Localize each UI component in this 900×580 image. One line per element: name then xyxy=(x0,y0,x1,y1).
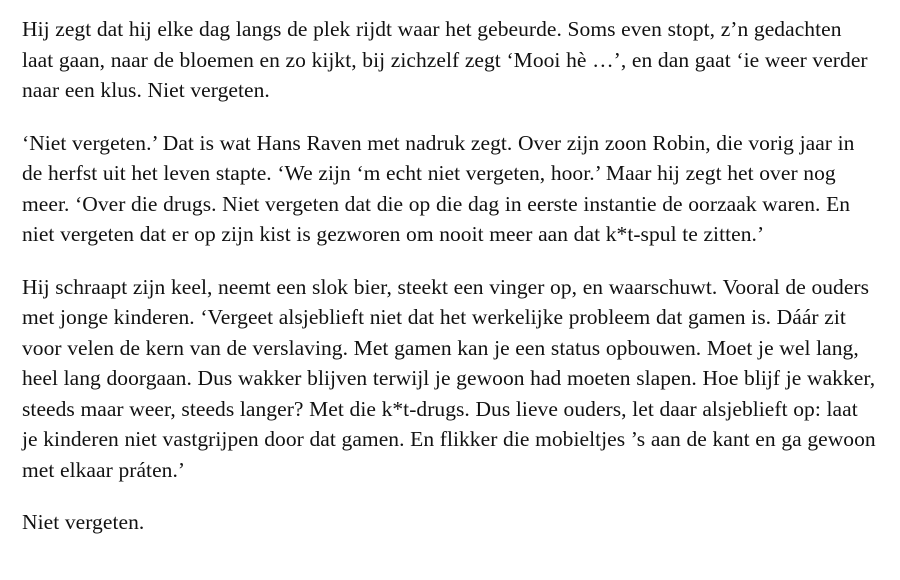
article-body xyxy=(22,14,878,538)
paragraph: Niet vergeten. xyxy=(22,510,145,534)
paragraph: Hij zegt dat hij elke dag langs de plek rijdt waar het gebeurde. Soms even stopt, z’n gedachten laat gaan, naar de bloemen en zo kijkt, bij zichzelf zegt ‘Mooi hè …’, en dan gaat ‘ie weer verder naar een klus. Niet vergeten. xyxy=(22,17,868,102)
paragraph: ‘Niet vergeten.’ Dat is wat Hans Raven met nadruk zegt. Over zijn zoon Robin, die vorig jaar in de herfst uit het leven stapte. ‘We zijn ‘m echt niet vergeten, hoor.’ Maar hij zegt het over nog meer. ‘Over die drugs. Niet vergeten dat die op die dag in eerste instantie de oorzaak waren. En niet vergeten dat er op zijn kist is gezworen om nooit meer aan dat k*t-spul te zitten.’ xyxy=(22,130,855,246)
paragraph: Hij schraapt zijn keel, neemt een slok bier, steekt een vinger op, en waarschuwt. Vooral de ouders met jonge kinderen. ‘Vergeet alsjeblieft niet dat het werkelijke probleem dat gamen is. Dáár zit voor velen de kern van de verslaving. Met gamen kan je een status opbouwen. Moet je wel lang, heel lang doorgaan. Dus wakker blijven terwijl je gewoon had moeten slapen. Hoe blijf je wakker, steeds maar weer, steeds langer? Met die k*t-drugs. Dus lieve ouders, let daar alsjeblieft op: laat je kinderen niet vastgrijpen door dat gamen. En flikker die mobieltjes ’s aan de kant en ga gewoon met elkaar práten.’ xyxy=(22,274,876,482)
